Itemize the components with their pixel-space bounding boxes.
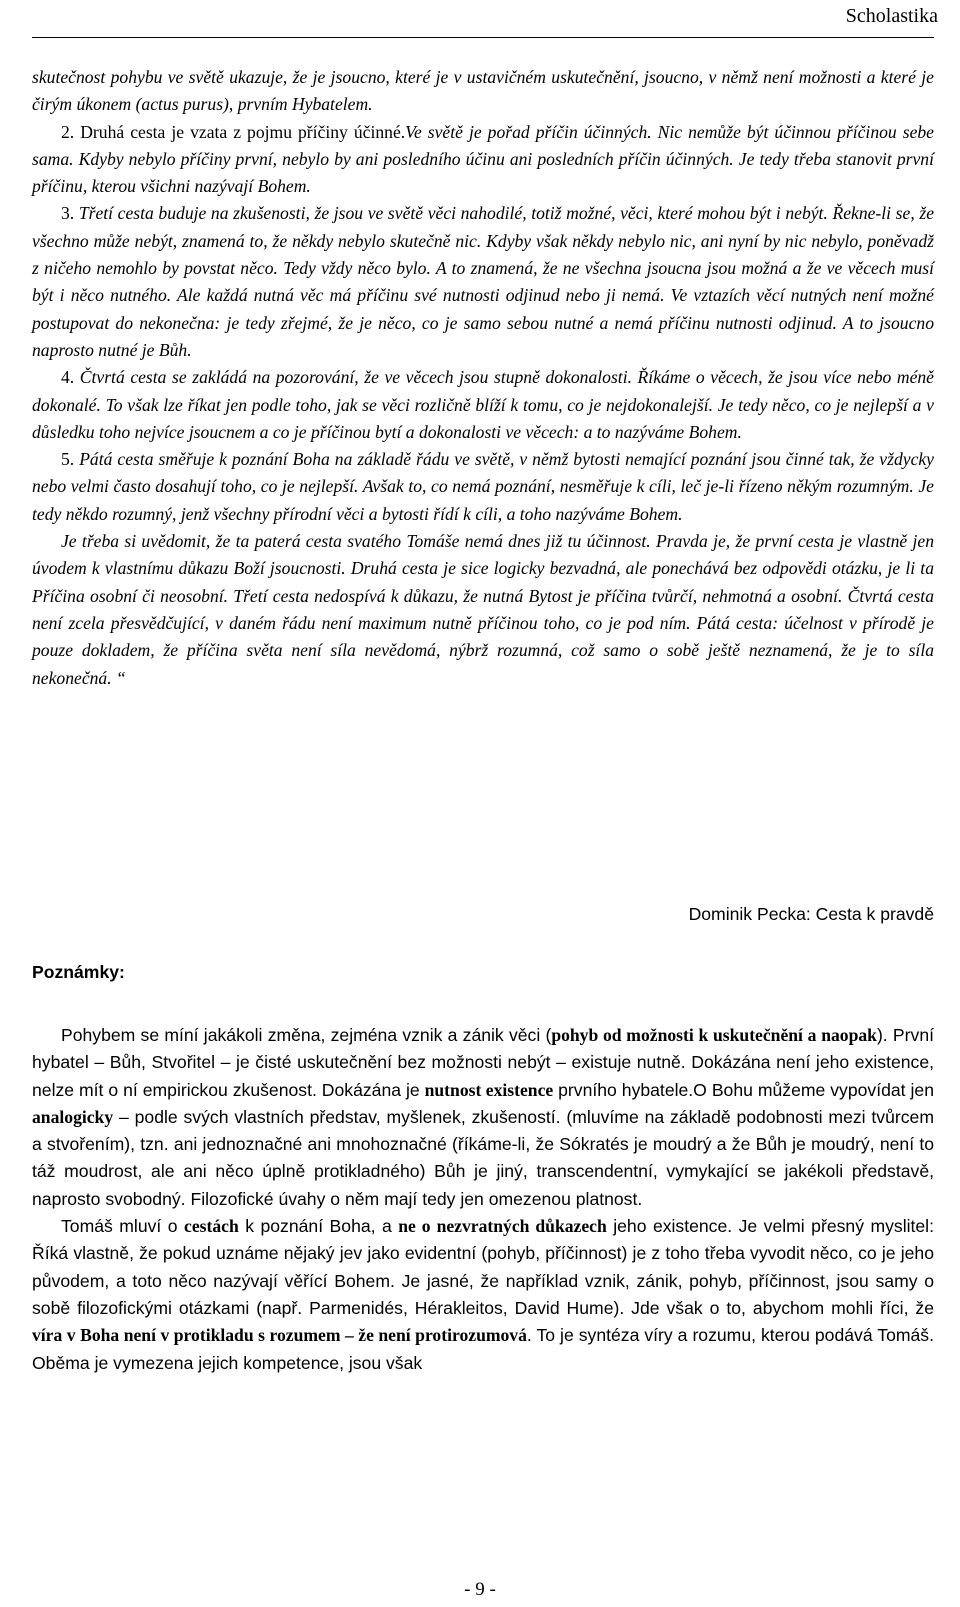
notes-emphasis: víra v Boha není v protikladu s rozumem – že není protirozumová <box>32 1325 527 1346</box>
fifth-way-text: Pátá cesta směřuje k poznání Boha na základě řádu ve světě, v němž bytosti nemající poznání jsou činné tak, že vždycky nebo velmi často dosahují toho, co je nejlepší. Avšak to, co nemá poznání, nesměřuje k cíli, leč je-li řízeno někým rozumným. Je tedy někdo rozumný, jenž všechny přírodní věci a bytosti řídí k cíli, a toho nazýváme Bohem. <box>32 449 934 524</box>
paragraph-second-way <box>32 119 934 201</box>
notes-section <box>32 1022 934 1377</box>
fourth-way-text: Čtvrtá cesta se zakládá na pozorování, že ve věcech jsou stupně dokonalosti. Říkáme o věcech, že jsou více nebo méně dokonalé. To však lze říkat jen podle toho, jak se věci rozličně blíží k tomu, co je nejdokonalejší. Je tedy něco, co je nejlepší a v důsledku toho nejvíce jsoucnem a co je příčinou bytí a dokonalosti ve věcech: a to nazýváme Bohem. <box>32 367 934 442</box>
running-header: Scholastika <box>845 5 938 27</box>
fifth-way-number: 5. <box>61 449 75 470</box>
fourth-way-number: 4. <box>61 367 75 388</box>
third-way-text: Třetí cesta buduje na zkušenosti, že jsou ve světě věci nahodilé, totiž možné, věci, které mohou být i nebýt. Řekne-li se, že všechno může nebýt, znamená to, že někdy nebylo skutečně nic. Kdyby však někdy nebylo nic, ani nyní by nic nebylo, poněvadž z ničeho nemohlo by povstat něco. Tedy vždy něco bylo. A to znamená, že ne všechna jsoucna jsou možná a že ve věcech musí být i něco nutného. Ale každá nutná věc má příčinu své nutnosti odjinud nebo ji nemá. Ve vztazích věcí nutných není možné postupovat do nekonečna: je tedy zřejmé, že je něco, co je samo sebou nutné a nemá příčinu nutnosti odjinud. A to jsoucno naprosto nutné je Bůh. <box>32 203 935 360</box>
paragraph-fourth-way <box>32 364 934 446</box>
notes-text: ). První hybatel – Bůh, Stvořitel – je čisté uskutečnění bez možnosti nebýt – existuje nutně. Dokázána není jeho existence, nelze mít o ní empirickou zkušenost. Dokázána je <box>32 1025 934 1100</box>
notes-paragraph-1 <box>32 1022 934 1213</box>
notes-heading: Poznámky: <box>32 962 125 982</box>
third-way-number: 3. <box>61 203 75 224</box>
notes-text: Pohybem se míní jakákoli změna, zejména vznik a zánik věci ( <box>61 1025 552 1045</box>
notes-text: jeho existence. Je velmi přesný myslitel: Říká vlastně, že pokud uznáme nějaký jev jako evidentní (pohyb, příčinnost) je z toho třeba vyvodit něco, co je jeho původem, a toto něco nazývají věřící Bohem. Je jasné, že například vznik, zánik, pohyb, příčinnost, jsou samy o sobě filozofickými otázkami (např. Parmenidés, Hérakleitos, David Hume). Jde však o to, abychom mohli říci, že <box>32 1216 934 1318</box>
paragraph-first-way-end: skutečnost pohybu ve světě ukazuje, že je jsoucno, které je v ustavičném uskutečnění, jsoucno, v němž není možnosti a které je čirým úkonem (actus purus), prvním Hybatelem. <box>32 67 934 115</box>
notes-emphasis: ne o nezvratných důkazech <box>398 1216 607 1237</box>
quoted-text <box>32 64 934 692</box>
header-rule <box>32 37 934 38</box>
notes-emphasis: analogicky <box>32 1106 114 1127</box>
source-citation: Dominik Pecka: Cesta k pravdě <box>688 904 934 924</box>
notes-text: prvního hybatele.O Bohu můžeme vypovídat jen <box>553 1079 934 1100</box>
paragraph-third-way <box>32 200 934 364</box>
notes-text: – podle svých vlastních představ, myšlenek, zkušeností. (mluvíme na základě podobnosti mezi tvůrcem a stvořením), tzn. ani jednoznačné ani mnohoznačné (říkáme-li, že Sókratés je moudrý a že Bůh je moudrý, není to táž moudrost, ale ani něco úplně protikladného) Bůh je jiný, transcendentní, vymykající se jakékoli představě, naprosto svobodný. Filozofické úvahy o něm mají tedy jen omezenou platnost. <box>32 1106 934 1209</box>
second-way-number: 2. <box>61 121 75 142</box>
notes-emphasis: pohyb od možnosti k uskutečnění a naopak <box>551 1025 877 1045</box>
notes-emphasis: cestách <box>184 1216 239 1237</box>
notes-text: Tomáš mluví o <box>61 1216 185 1237</box>
notes-text: . To je syntéza víry a rozumu, kterou podává Tomáš. Oběma je vymezena jejich kompetence, jsou však <box>32 1325 934 1373</box>
second-way-lead: Druhá cesta je vzata z pojmu příčiny účinné. <box>80 121 406 142</box>
notes-emphasis: nutnost existence <box>424 1079 554 1100</box>
notes-paragraph-2 <box>32 1213 934 1377</box>
notes-text: k poznání Boha, a <box>238 1216 399 1237</box>
paragraph-fifth-way <box>32 446 934 528</box>
paragraph-evaluation: Je třeba si uvědomit, že ta paterá cesta svatého Tomáše nemá dnes již tu účinnost. Pravda je, že první cesta je vlastně jen úvodem k vlastnímu důkazu Boží jsoucnosti. Druhá cesta je sice logicky bezvadná, ale ponechává bez odpovědi otázku, je li ta Příčina osobní či neosobní. Třetí cesta nedospívá k důkazu, že nutná Bytost je příčina tvůrčí, nehmotná a osobní. Čtvrtá cesta není zcela přesvědčující, v daném řádu není maximum nutně příčinou toho, co je pod ním. Pátá cesta: účelnost v přírodě je pouze dokladem, že příčina světa není síla nevědomá, nýbrž rozumná, což samo o sobě ještě neznamená, že je to síla nekonečná. “ <box>32 531 934 688</box>
second-way-text: Ve světě je pořad příčin účinných. Nic nemůže být účinnou příčinou sebe sama. Kdyby nebylo příčiny první, nebylo by ani posledního účinu ani posledních příčin účinných. Je tedy třeba stanovit první příčinu, kterou všichni nazývají Bohem. <box>32 121 934 197</box>
page-number: - 9 - <box>464 1579 496 1600</box>
